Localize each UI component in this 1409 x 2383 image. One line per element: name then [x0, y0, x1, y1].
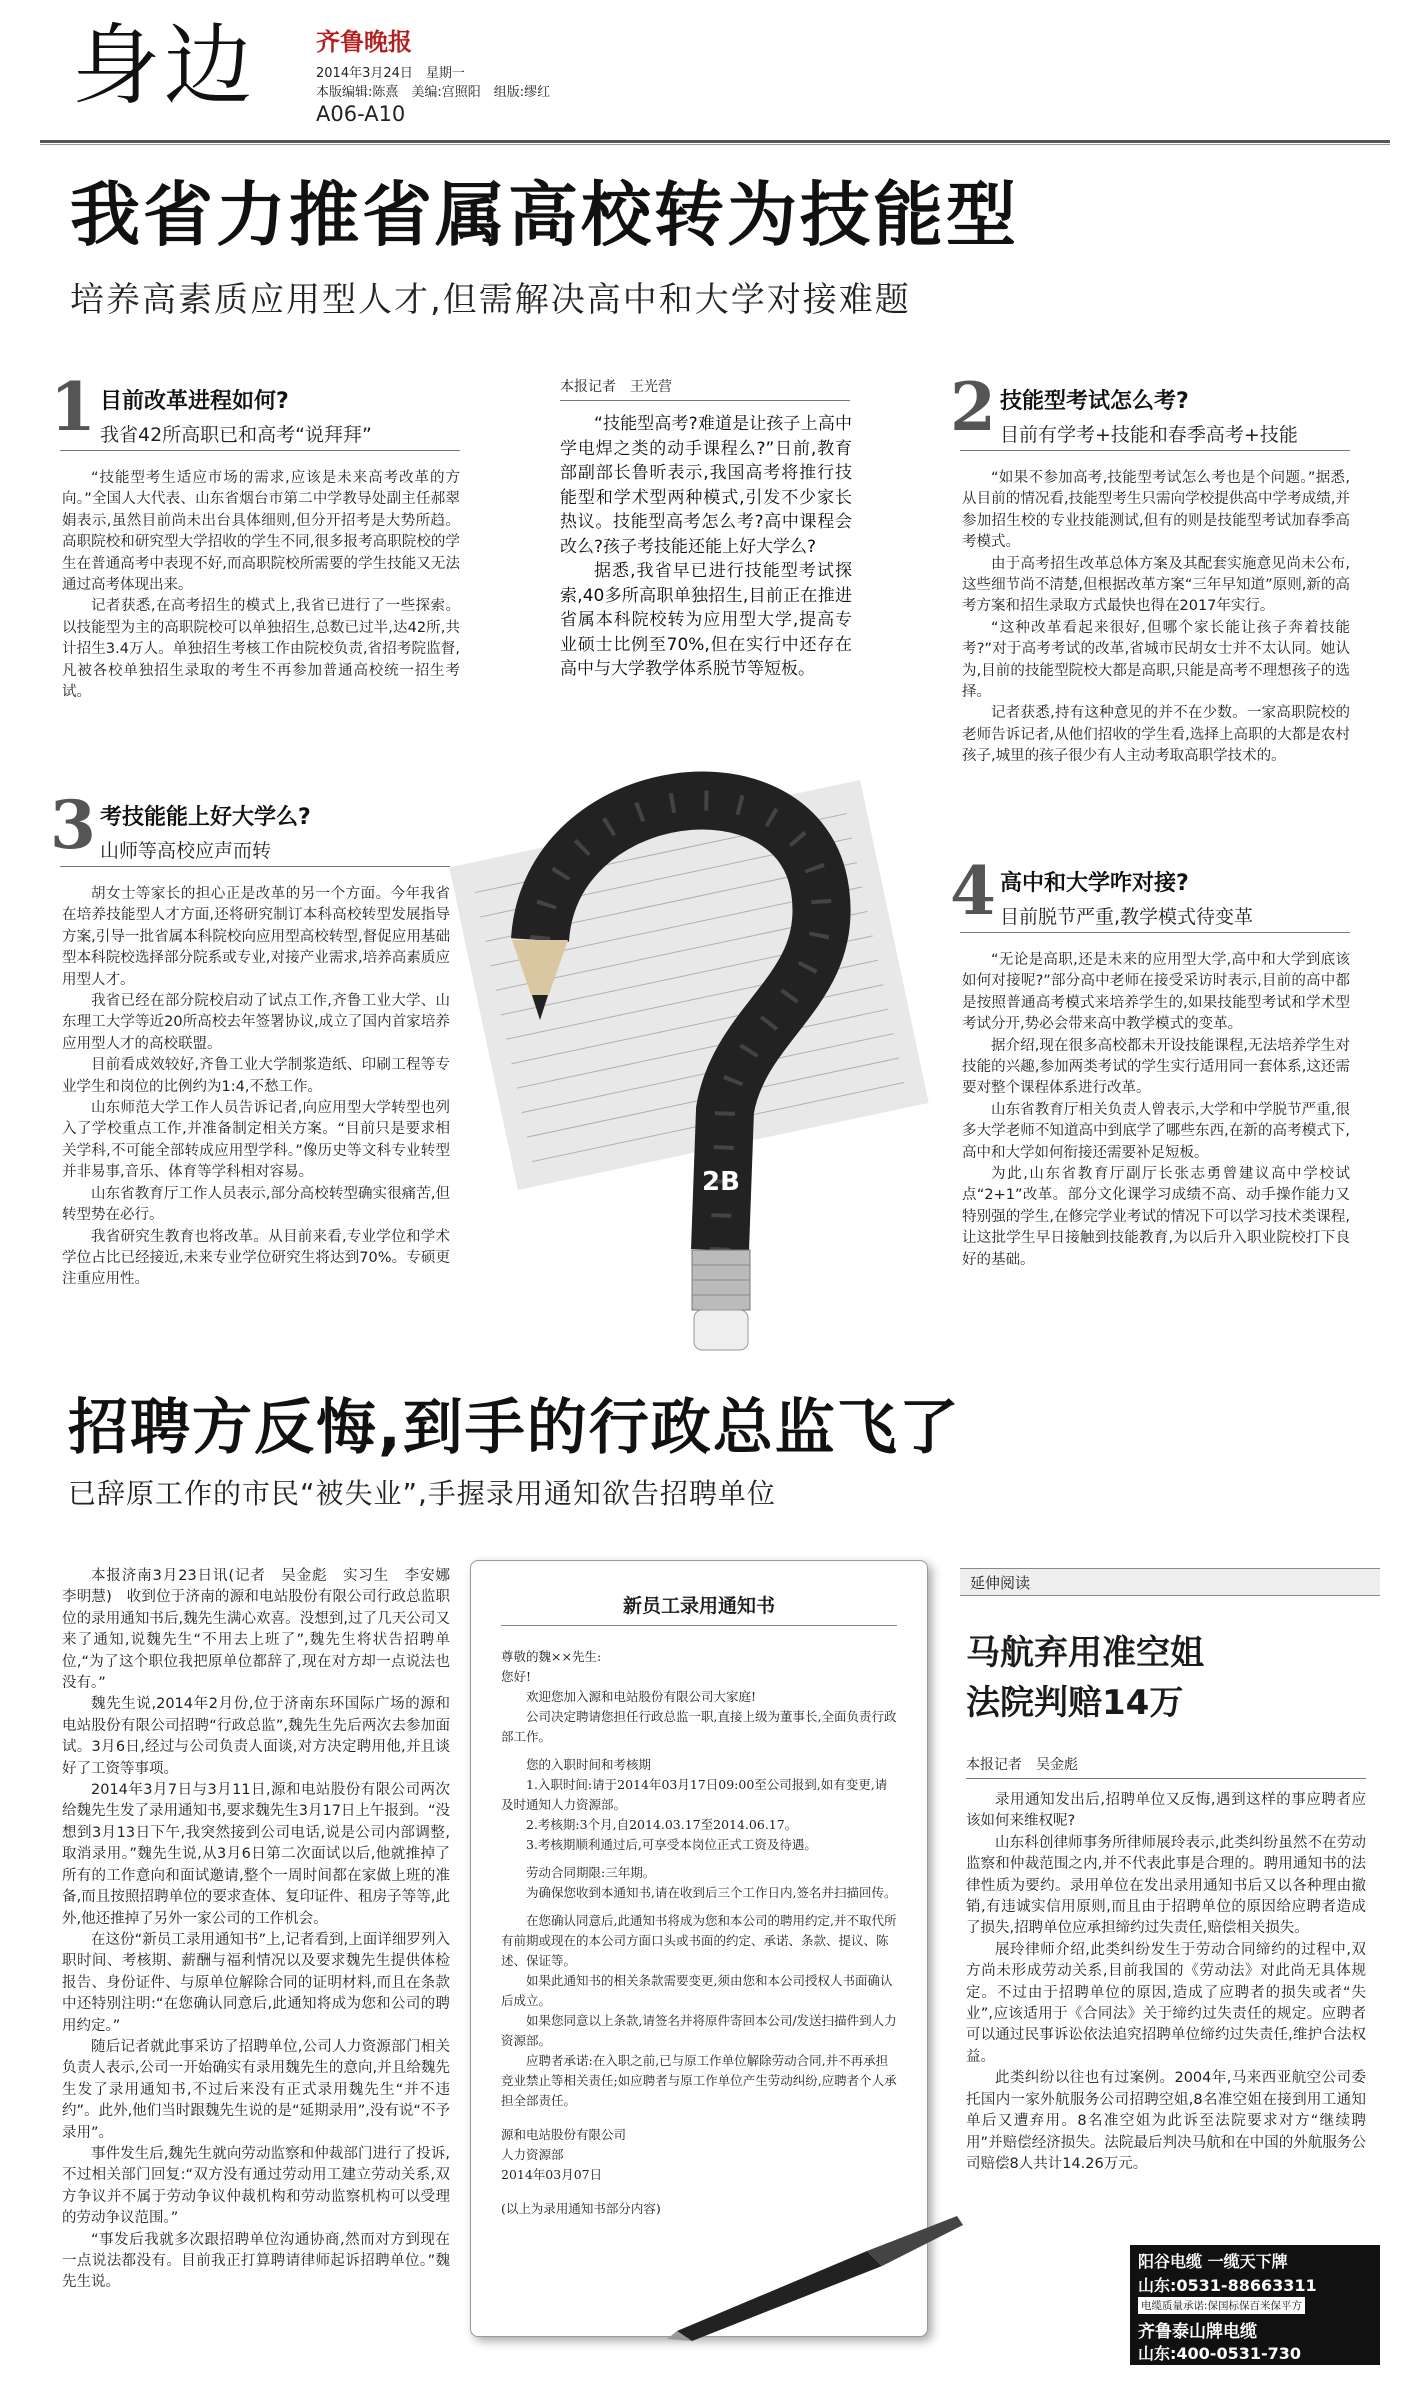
q2-rule [960, 450, 1350, 451]
sidebar-paragraph: 山东科创律师事务所律师展玲表示,此类纠纷虽然不在劳动监察和仲裁范围之内,并不代表此事是合理的。聘用通知书的法律性质为要约。录用单位在发出录用通知书后又以各种理由撤销,有违诚实信用原则,而且由于招聘单位的原因给应聘者造成了损失,招聘单位应承担缔约过失责任,赔偿相关损失。 [966, 1834, 1366, 1937]
sidebar-paragraph: 此类纠纷以往也有过案例。2004年,马来西亚航空公司委托国内一家外航服务公司招聘空姐,8名准空姐在接到用工通知单后又遭弃用。8名准空姐为此诉至法院要求对方“继续聘用”并赔偿经济损失。法院最后判决马航和在中国的外航服务公司赔偿8人共计14.26万元。 [966, 2070, 1366, 2172]
offer-letter-line: 如果此通知书的相关条款需要变更,须由您和本公司授权人书面确认后成立。 [501, 1973, 893, 2008]
story1-lead [560, 412, 852, 682]
offer-letter-line: 3.考核期顺利通过后,可享受本岗位正式工资及待遇。 [526, 1837, 817, 1852]
offer-letter-rule [501, 1625, 897, 1626]
page-range: A06-A10 [316, 102, 406, 126]
q2-subtitle: 目前有学考+技能和春季高考+技能 [1000, 424, 1298, 446]
offer-letter-company: 源和电站股份有限公司 [501, 2127, 627, 2142]
q1-number: 1 [50, 368, 96, 446]
q1-title: 目前改革进程如何? [100, 389, 289, 414]
q2-paragraph: 记者获悉,持有这种意见的并不在少数。一家高职院校的老师告诉记者,从他们招收的学生看,选择上高职的大都是农村孩子,城里的孩子很少有人主动考取高职学技术的。 [962, 705, 1350, 765]
q1-rule [60, 450, 460, 451]
byline-name: 王光营 [630, 379, 672, 395]
date-line: 2014年3月24日 星期一 [316, 66, 465, 81]
q4-title: 高中和大学咋对接? [1000, 871, 1189, 896]
q3-title: 考技能能上好大学么? [100, 805, 311, 830]
ad-line3: 电缆质量承诺:保国标保百米保平方 [1138, 2297, 1305, 2314]
q4-rule [960, 932, 1350, 933]
q3-number: 3 [50, 786, 96, 864]
q1-body [62, 468, 460, 703]
newspaper-brand: 齐鲁晚报 [316, 27, 412, 56]
offer-letter-line: 2.考核期:3个月,自2014.03.17至2014.06.17。 [526, 1817, 798, 1832]
story2-paragraph: 随后记者就此事采访了招聘单位,公司人力资源部门相关负责人表示,公司一开始确实有录用魏先生的意向,并且给魏先生发了录用通知书,不过后来没有正式录用魏先生“并不违约”。此外,他们当时跟魏先生说的是“延期录用”,没有说“不予录用”。 [62, 2038, 450, 2141]
q3-paragraph: 山东省教育厅工作人员表示,部分高校转型确实很痛苦,但转型势在必行。 [62, 1185, 450, 1224]
section-title: 身边 [72, 14, 257, 117]
offer-letter-dept: 人力资源部 [501, 2147, 564, 2162]
q2-paragraph: 由于高考招生改革总体方案及其配套实施意见尚未公布,这些细节尚不清楚,但根据改革方案“三年早知道”原则,新的高考方案和招生录取方式最快也得在2017年实行。 [962, 555, 1350, 615]
q2-paragraph: “如果不参加高考,技能型考试怎么考也是个问题。”据悉,从目前的情况看,技能型考生只需向学校提供高中学考成绩,并参加招生校的专业技能测试,但有的则是技能型考试加春季高考模式。 [962, 470, 1350, 551]
sidebar-title-line2: 法院判赔14万 [966, 1683, 1184, 1723]
header-rule [40, 140, 1390, 143]
story2-paragraph: “事发后我就多次跟招聘单位沟通协商,然而对方到现在一点说法都没有。目前我正打算聘请律师起诉招聘单位。”魏先生说。 [62, 2231, 450, 2291]
story2-paragraph: 事件发生后,魏先生就向劳动监察和仲裁部门进行了投诉,不过相关部门回复:“双方没有通过劳动用工建立劳动关系,双方争议并不属于劳动争议仲裁机构和劳动监察机构可以受理的劳动争议范围。” [62, 2145, 450, 2227]
lead-paragraph: “技能型高考?难道是让孩子上高中学电焊之类的动手课程么?”日前,教育部副部长鲁昕表示,我国高考将推行技能型和学术型两种模式,引发不少家长热议。技能型高考怎么考?高中课程会改么?孩子考技能还能上好大学么? [560, 414, 852, 557]
story2-paragraph: 2014年3月7日与3月11日,源和电站股份有限公司两次给魏先生发了录用通知书,要求魏先生3月17日上午报到。“没想到3月13日下午,我突然接到公司电话,说是公司内部调整,取消录用。”魏先生说,从3月6日第二次面试以后,他就推掉了所有的工作意向和面试邀请,整个一周时间都在家做上班的准备,而且按照招聘单位的要求查体、复印证件、租房子等等,此外,他还推掉了另外一家公司的工作机会。 [62, 1782, 450, 1927]
cable-advertisement [1130, 2245, 1380, 2365]
pencil-question-mark-illustration [440, 690, 960, 1450]
story1-headline: 我省力推省属高校转为技能型 [70, 174, 1019, 256]
q1-paragraph: “技能型考生适应市场的需求,应该是未来高考改革的方向。”全国人大代表、山东省烟台市第二中学教导处副主任郝翠娟表示,虽然目前尚未出台具体细则,但分开招考是大势所趋。高职院校和研究型大学招收的学生不同,很多报考高职院校的学生在普通高考中表现不好,而高职院校所需要的学生技能又无法通过高考体现出来。 [62, 470, 460, 594]
q4-paragraph: 山东省教育厅相关负责人曾表示,大学和中学脱节严重,很多大学老师不知道高中到底学了哪些东西,在新的高考模式下,高中和大学如何衔接还需要补足短板。 [962, 1101, 1350, 1161]
pencil-eraser [694, 1310, 748, 1350]
story2-paragraph: 在这份“新员工录用通知书”上,记者看到,上面详细罗列入职时间、考核期、薪酬与福利情况以及要求魏先生提供体检报告、身份证件、与原单位解除合同的证明材料,而且在条款中还特别注明:“在您确认同意后,此通知将成为您和公司的聘用约定。” [62, 1931, 450, 2034]
sidebar-title-line1: 马航弃用准空姐 [966, 1633, 1204, 1673]
sidebar-tag: 延伸阅读 [970, 1574, 1031, 1592]
story1-subheadline: 培养高素质应用型人才,但需解决高中和大学对接难题 [70, 280, 911, 320]
q3-paragraph: 胡女士等家长的担心正是改革的另一个方面。今年我省在培养技能型人才方面,还将研究制订本科高校转型发展指导方案,引导一批省属本科院校向应用型高校转型,督促应用基础型本科院校选择部分院系或专业,对接产业需求,培养高素质应用型人才。 [62, 886, 450, 988]
sidebar-paragraph: 录用通知发出后,招聘单位又反悔,遇到这样的事应聘者应该如何来维权呢? [966, 1792, 1366, 1830]
sidebar-rule [966, 1778, 1366, 1779]
story2-body [62, 1566, 465, 2294]
offer-letter-salutation: 尊敬的魏××先生: [501, 1649, 602, 1664]
story1-byline [560, 376, 672, 396]
offer-letter-line: 公司决定聘请您担任行政总监一职,直接上级为董事长,全面负责行政部工作。 [501, 1709, 897, 1744]
offer-letter-title: 新员工录用通知书 [622, 1595, 775, 1617]
sidebar-byline [966, 1754, 1078, 1774]
ad-line2: 山东:0531-88663311 [1138, 2276, 1317, 2295]
offer-letter-line: 如果您同意以上条款,请签名并将原件寄回本公司/发送扫描件到人力资源部。 [501, 2013, 897, 2048]
q1-paragraph: 记者获悉,在高考招生的模式上,我省已进行了一些探索。以技能型为主的高职院校可以单独招生,总数已过半,达42所,共计招生3.4万人。单独招生考核工作由院校负责,省招考院监督,凡被各校单独招生录取的考生不再参加普通高校统一招生考试。 [62, 598, 460, 701]
q3-paragraph: 我省已经在部分院校启动了试点工作,齐鲁工业大学、山东理工大学等近20所高校去年签署协议,成立了国内首家培养应用型人才的高校联盟。 [62, 993, 450, 1052]
offer-letter-line: 欢迎您加入源和电站股份有限公司大家庭! [526, 1689, 757, 1704]
offer-letter-date: 2014年03月07日 [501, 2167, 603, 2182]
byline-label: 本报记者 [560, 379, 616, 395]
lead-rule [560, 400, 850, 401]
sidebar-byline-label: 本报记者 [966, 1757, 1022, 1773]
offer-letter-line: 在您确认同意后,此通知书将成为您和本公司的聘用约定,并不取代所有前期或现在的本公司方面口头或书面的约定、承诺、条款、提议、陈述、保证等。 [501, 1913, 897, 1968]
ad-line4: 齐鲁泰山牌电缆 [1138, 2322, 1257, 2342]
q4-paragraph: 据介绍,现在很多高校都未开设技能课程,无法培养学生对技能的兴趣,参加两类考试的学生实行适用同一套体系,这还需要对整个课程体系进行改革。 [962, 1037, 1350, 1097]
sidebar-paragraph: 展玲律师介绍,此类纠纷发生于劳动合同缔约的过程中,双方尚未形成劳动关系,目前我国的《劳动法》对此尚无具体规定。不过由于招聘单位的原因,造成了应聘者的损失或者“失业”,应该适用于《合同法》关于缔约过失责任的规定。应聘者可以通过民事诉讼依法追究招聘单位缔约过失责任,维护合法权益。 [966, 1941, 1366, 2065]
q3-paragraph: 山东师范大学工作人员告诉记者,向应用型大学转型也列入了学校重点工作,并准备制定相关方案。“目前只是要求相关学科,不可能全部转成应用型学科。”像历史等文科专业转型并非易事,音乐、体育等学科相对容易。 [62, 1100, 450, 1181]
offer-letter-line: 应聘者承诺:在入职之前,已与原工作单位解除劳动合同,并不再承担竞业禁止等相关责任;如应聘者与原工作单位产生劳动纠纷,应聘者个人承担全部责任。 [501, 2053, 897, 2108]
q4-paragraph: “无论是高职,还是未来的应用型大学,高中和大学到底该如何对接呢?”部分高中老师在接受采访时表示,目前的高中都是按照普通高考模式来培养学生的,如果技能型考试和学术型考试分开,势必会带来高中教学模式的变革。 [962, 952, 1350, 1033]
q4-number: 4 [950, 852, 996, 930]
q3-body [62, 884, 450, 1291]
q2-number: 2 [950, 368, 996, 446]
q2-body [962, 468, 1350, 768]
masthead-meta [316, 64, 550, 102]
q4-subtitle: 目前脱节严重,教学模式待变革 [1000, 906, 1254, 928]
story2-subheadline: 已辞原工作的市民“被失业”,手握录用通知欲告招聘单位 [68, 1477, 776, 1510]
pencil-grade-label: 2B [702, 1167, 740, 1197]
lead-paragraph: 据悉,我省早已进行技能型考试探索,40多所高职单独招生,目前正在推进省属本科院校转为应用型大学,提高专业硕士比例至70%,但在实行中还存在高中与大学教学体系脱节等短板。 [560, 561, 852, 679]
q3-paragraph: 我省研究生教育也将改革。从目前来看,专业学位和学术学位占比已经接近,未来专业学位研究生将达到70%。专硕更注重应用性。 [62, 1228, 450, 1288]
q3-rule [60, 866, 450, 867]
offer-letter-note: (以上为录用通知书部分内容) [501, 2201, 661, 2216]
header-rule-thin [40, 144, 1390, 145]
offer-letter-line: 劳动合同期限:三年期。 [526, 1865, 656, 1880]
q2-paragraph: “这种改革看起来很好,但哪个家长能让孩子奔着技能考?”对于高考考试的改革,省城市民胡女士并不太认同。她认为,目前的技能型院校大都是高职,只能是高考不理想孩子的选择。 [962, 619, 1350, 701]
q3-subtitle: 山师等高校应声而转 [100, 840, 272, 862]
pen-icon [667, 2211, 967, 2341]
offer-letter-line: 1.入职时间:请于2014年03月17日09:00至公司报到,如有变更,请及时通知人力资源部。 [501, 1777, 888, 1812]
offer-letter-line: 为确保您收到本通知书,请在收到后三个工作日内,签名并扫描回传。 [526, 1885, 897, 1900]
story2-paragraph: 本报济南3月23日讯(记者 吴金彪 实习生 李安娜 李明慧) 收到位于济南的源和电站股份有限公司行政总监职位的录用通知书后,魏先生满心欢喜。没想到,过了几天公司又来了通知,说魏先生“不用去上班了”,魏先生将状告招聘单位,“为了这个职位我把原单位都辞了,现在对方却一点说法也没有。” [62, 1568, 465, 1692]
offer-letter-line: 您的入职时间和考核期 [526, 1757, 652, 1772]
editor-line: 本版编辑:陈熹 美编:宫照阳 组版:缪红 [316, 85, 551, 100]
ad-line1: 阳谷电缆 一缆天下牌 [1138, 2252, 1288, 2271]
q4-body [962, 950, 1350, 1271]
offer-letter-image [470, 1560, 928, 2337]
sidebar-tag-bar [960, 1568, 1380, 1596]
q1-subtitle: 我省42所高职已和高考“说拜拜” [100, 424, 372, 446]
sidebar-byline-name: 吴金彪 [1036, 1757, 1078, 1773]
q4-paragraph: 为此,山东省教育厅副厅长张志勇曾建议高中学校试点“2+1”改革。部分文化课学习成绩不高、动手操作能力又特别强的学生,在修完学业考试的情况下可以学习技术类课程,让这批学生早日接触到技能教育,为以后升入职业院校打下良好的基础。 [962, 1166, 1350, 1268]
offer-letter-body [501, 1647, 897, 2219]
sidebar-body [966, 1790, 1366, 2175]
q2-title: 技能型考试怎么考? [1000, 389, 1189, 414]
offer-letter-greeting: 您好! [501, 1669, 532, 1684]
ad-line5: 山东:400-0531-730 [1138, 2344, 1302, 2363]
q3-paragraph: 目前看成效较好,齐鲁工业大学制浆造纸、印刷工程等专业学生和岗位的比例约为1:4,不愁工作。 [62, 1057, 450, 1095]
story2-paragraph: 魏先生说,2014年2月份,位于济南东环国际广场的源和电站股份有限公司招聘“行政总监”,魏先生先后两次去参加面试。3月6日,经过与公司负责人面谈,对方决定聘用他,并且谈好了工资等事项。 [62, 1696, 450, 1777]
story2-headline: 招聘方反悔,到手的行政总监飞了 [68, 1393, 961, 1463]
